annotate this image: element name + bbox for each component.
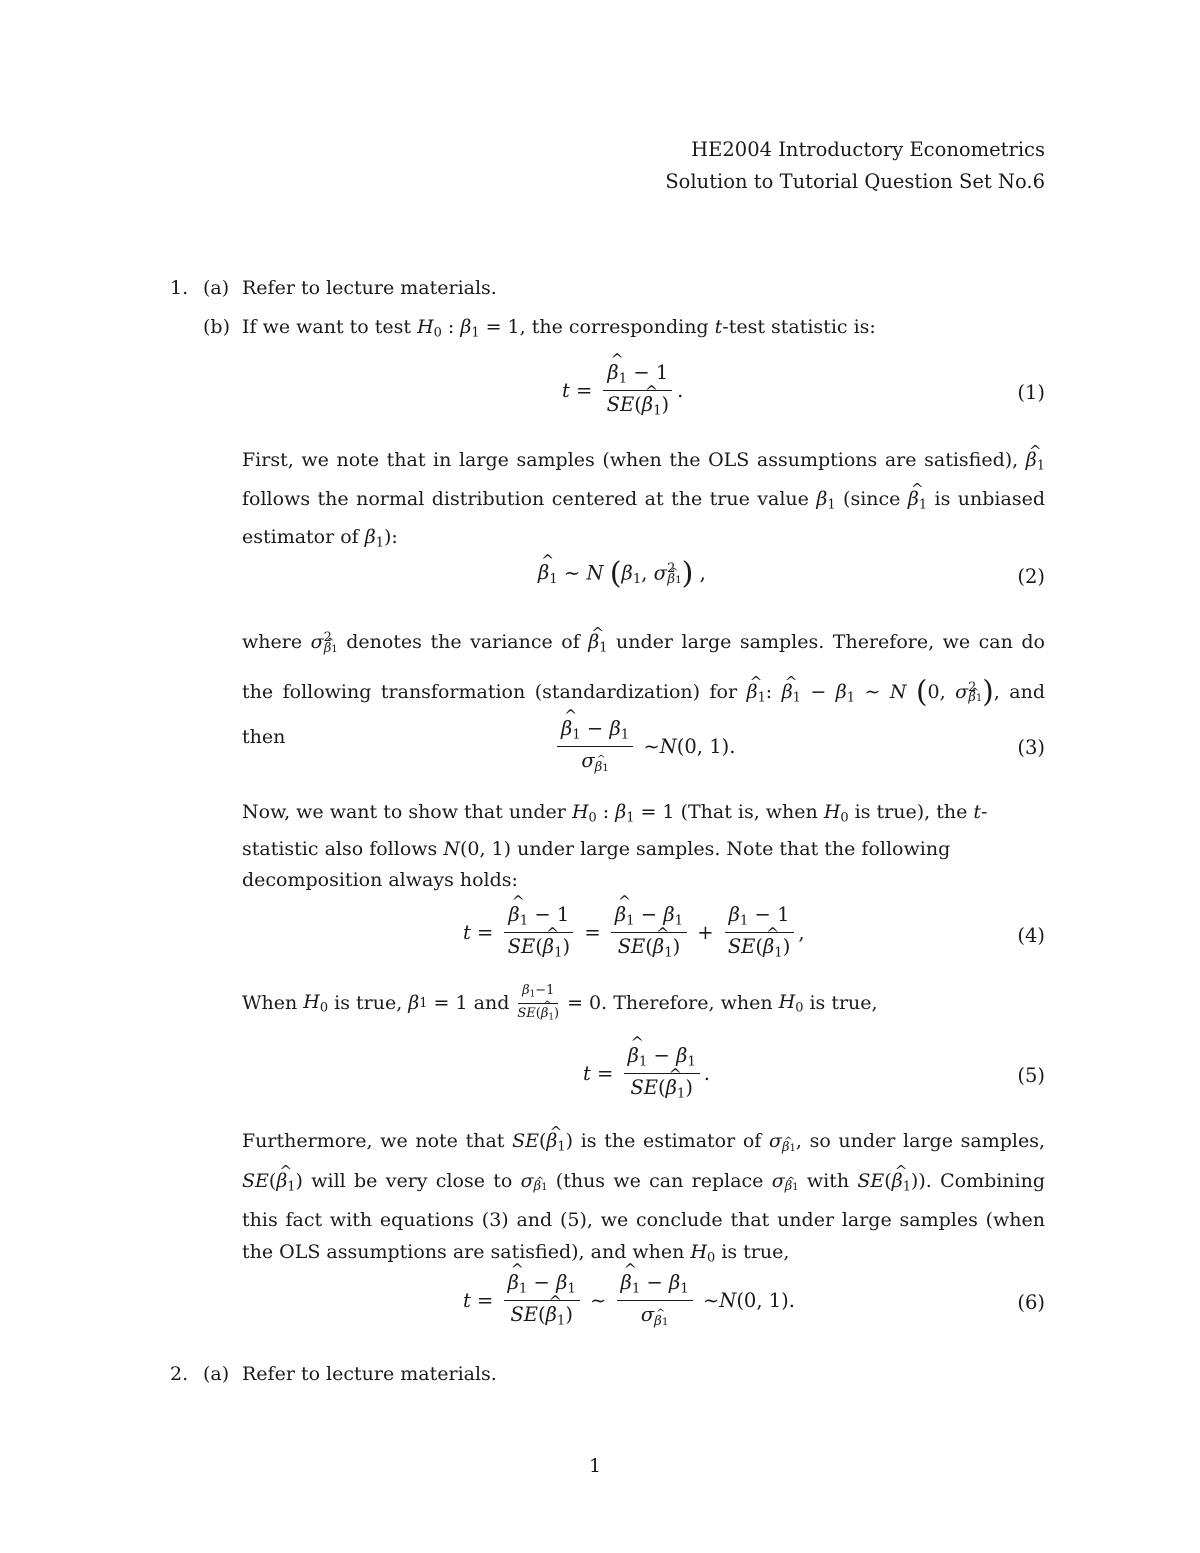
paragraph-now: Now, we want to show that under $H_0$ : $\beta_1 = 1$ (That is, when $H_0$ is true), the t-statistic also follows N(0, 1) under large samples. Note that the following decomposition always holds: — [242, 801, 988, 891]
paragraph-first: First, we note that in large samples (when the OLS assumptions are satisfied), ^ $\beta_1$ follows the normal distribution centered at the true value $\beta_1$ (since ^ $\beta_1$ is unbiased estimator of $\beta_1$): — [242, 444, 1045, 560]
q1-part-a-label: (a) — [203, 277, 230, 299]
equation-1: t = ^ $\frac{\beta_1 - 1}{SE(\^{} \beta_1)}$ . — [562, 362, 683, 419]
course-title: HE2004 Introductory Econometrics — [691, 138, 1045, 161]
equation-number-5: (5) — [1017, 1064, 1045, 1087]
q1-part-a-text: Refer to lecture materials. — [242, 277, 497, 299]
equation-number-3: (3) — [1017, 736, 1045, 759]
equation-number-2: (2) — [1017, 565, 1045, 588]
equation-2: ^ $\beta_1$ ∼ N ($\beta_1$, $\sigma^2\^{}$ $_{\beta 1}$) , — [538, 556, 706, 591]
document-subtitle: Solution to Tutorial Question Set No.6 — [665, 170, 1045, 193]
question-2-number: 2. — [170, 1363, 189, 1385]
equation-5: t = ^ $\frac{\beta_1 - \beta_1}{SE(\^{} \beta_1)}$ . — [583, 1045, 710, 1102]
q2-part-a-text: Refer to lecture materials. — [242, 1363, 497, 1385]
equation-3: ^ $\frac{\beta_1 - \beta_1}{\sigma\^{} _{\beta 1}}$ ∼ N (0, 1). — [553, 718, 735, 775]
equation-number-4: (4) — [1017, 924, 1045, 947]
q1-part-b-intro: If we want to test $H_0$ : $\beta_1 = 1$, the corresponding t-test statistic is: — [242, 316, 876, 341]
q1-part-b-label: (b) — [203, 316, 230, 338]
question-1-number: 1. — [170, 277, 189, 299]
paragraph-when: When $H_0$ is true, β 1 = 1 and $\frac{\beta_1-1}{SE(\^{} \beta_1)}$ = 0 . Therefore, when $H_0$ is true, — [242, 984, 878, 1022]
equation-number-6: (6) — [1017, 1291, 1045, 1314]
page-number: 1 — [589, 1455, 602, 1477]
equation-6: t = ^ $\frac{\beta_1 - \beta_1}{SE(\^{} \beta_1)}$ ∼ ^ $\frac{\beta_1 - \beta_1}{\sigma\^{} _{\beta 1}}$ ∼ N (0, 1). — [463, 1272, 795, 1329]
equation-number-1: (1) — [1017, 381, 1045, 404]
q2-part-a-label: (a) — [203, 1363, 230, 1385]
equation-4: t = ^ $\frac{\beta_1 - 1}{SE(\^{} \beta_1)}$ = ^ $\frac{\beta_1 - \beta_1}{SE(\^{} \beta_1)}$ + $\frac{\beta_1 - 1}{SE(\^{} \beta_1)}$ , — [463, 904, 805, 961]
paragraph-where: where $\sigma^2\^{}$ $_{\beta 1}$ denotes the variance of ^ $\beta_1$ under large samples. Therefore, we can do the following transformation (standardization) for ^ $\beta_1$: ^ $\beta_1 - \beta_1$ ∼ N (0, $\sigma^2\^{}$ $_{\beta 1}$), and then — [242, 619, 1045, 756]
paragraph-furthermore: Furthermore, we note that SE(^ $\beta_1$) is the estimator of σ^ $_{\beta 1}$, so under large samples, SE(^ $\beta_1$) will be very close to σ^ $_{\beta 1}$ (thus we can replace σ^ $_{\beta 1}$ with SE(^ $\beta_1$)). Combining this fact with equations (3) and (5), we conclude that under large samples (when the OLS assumptions are satisfied), and when $H_0$ is true, — [242, 1125, 1045, 1275]
